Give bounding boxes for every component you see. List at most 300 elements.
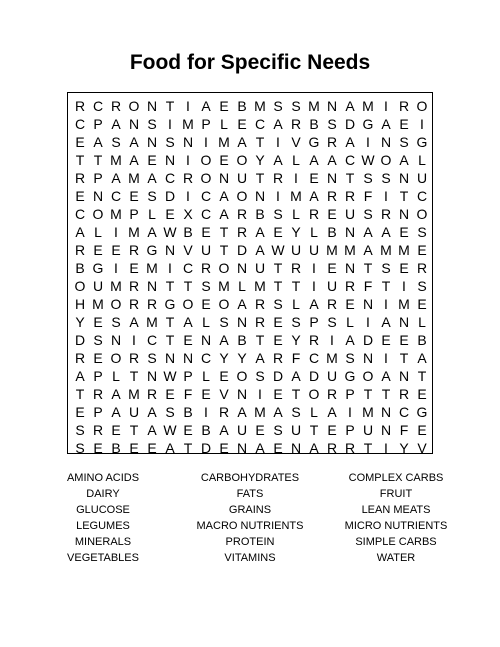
grid-letter[interactable]: C — [308, 350, 320, 366]
grid-letter[interactable]: M — [362, 98, 374, 114]
grid-letter[interactable]: R — [128, 296, 140, 312]
grid-letter[interactable]: T — [363, 440, 373, 456]
grid-letter[interactable]: A — [399, 152, 409, 168]
grid-letter[interactable]: M — [398, 296, 410, 312]
grid-letter[interactable]: O — [218, 260, 230, 276]
grid-letter[interactable]: T — [183, 278, 193, 294]
grid-letter[interactable]: T — [165, 278, 175, 294]
grid-letter[interactable]: Y — [255, 152, 265, 168]
grid-letter[interactable]: T — [345, 170, 355, 186]
grid-letter[interactable]: P — [93, 404, 103, 420]
grid-letter[interactable]: R — [182, 170, 194, 186]
grid-letter[interactable]: A — [255, 224, 265, 240]
grid-letter[interactable]: A — [237, 296, 247, 312]
grid-letter[interactable]: L — [418, 314, 426, 330]
grid-letter[interactable]: I — [168, 260, 172, 276]
grid-letter[interactable]: L — [202, 314, 210, 330]
grid-letter[interactable]: N — [128, 116, 140, 132]
grid-letter[interactable]: L — [310, 224, 318, 240]
grid-letter[interactable]: T — [399, 350, 409, 366]
grid-letter[interactable]: R — [380, 206, 392, 222]
grid-letter[interactable]: O — [236, 152, 248, 168]
grid-letter[interactable]: R — [254, 296, 266, 312]
grid-letter[interactable]: R — [128, 350, 140, 366]
grid-letter[interactable]: E — [327, 260, 337, 276]
grid-letter[interactable]: T — [255, 134, 265, 150]
grid-letter[interactable]: A — [75, 224, 85, 240]
grid-letter[interactable]: N — [344, 260, 356, 276]
grid-letter[interactable]: E — [201, 296, 211, 312]
grid-letter[interactable]: C — [164, 170, 176, 186]
grid-letter[interactable]: B — [237, 332, 247, 348]
grid-letter[interactable]: P — [93, 116, 103, 132]
grid-letter[interactable]: S — [273, 422, 283, 438]
grid-letter[interactable]: R — [326, 386, 338, 402]
grid-letter[interactable]: E — [309, 170, 319, 186]
grid-letter[interactable]: W — [163, 422, 177, 438]
grid-letter[interactable]: A — [111, 170, 121, 186]
grid-letter[interactable]: N — [236, 386, 248, 402]
grid-letter[interactable]: G — [146, 242, 158, 258]
grid-letter[interactable]: A — [255, 440, 265, 456]
grid-letter[interactable]: I — [330, 332, 334, 348]
grid-letter[interactable]: O — [362, 368, 374, 384]
grid-letter[interactable]: R — [344, 188, 356, 204]
grid-letter[interactable]: A — [255, 242, 265, 258]
grid-letter[interactable]: T — [183, 440, 193, 456]
grid-letter[interactable]: A — [219, 188, 229, 204]
grid-letter[interactable]: T — [291, 278, 301, 294]
grid-letter[interactable]: I — [384, 350, 388, 366]
grid-letter[interactable]: O — [92, 206, 104, 222]
grid-letter[interactable]: I — [384, 98, 388, 114]
grid-letter[interactable]: A — [309, 440, 319, 456]
grid-letter[interactable]: I — [132, 332, 136, 348]
grid-letter[interactable]: B — [183, 224, 193, 240]
grid-letter[interactable]: E — [399, 224, 409, 240]
grid-letter[interactable]: N — [236, 314, 248, 330]
grid-letter[interactable]: F — [363, 188, 373, 204]
grid-letter[interactable]: T — [417, 368, 427, 384]
grid-letter[interactable]: E — [327, 422, 337, 438]
grid-letter[interactable]: E — [129, 260, 139, 276]
grid-letter[interactable]: A — [147, 170, 157, 186]
grid-letter[interactable]: E — [381, 332, 391, 348]
grid-letter[interactable]: T — [219, 224, 229, 240]
grid-letter[interactable]: B — [201, 422, 211, 438]
grid-letter[interactable]: T — [255, 170, 265, 186]
grid-letter[interactable]: C — [200, 188, 212, 204]
grid-letter[interactable]: N — [398, 206, 410, 222]
grid-letter[interactable]: G — [164, 296, 176, 312]
grid-letter[interactable]: I — [348, 404, 352, 420]
grid-letter[interactable]: A — [237, 404, 247, 420]
grid-letter[interactable]: R — [74, 170, 86, 186]
grid-letter[interactable]: W — [163, 224, 177, 240]
grid-letter[interactable]: N — [236, 260, 248, 276]
grid-letter[interactable]: S — [75, 440, 85, 456]
grid-letter[interactable]: T — [363, 386, 373, 402]
grid-letter[interactable]: S — [147, 116, 157, 132]
grid-letter[interactable]: R — [236, 206, 248, 222]
grid-letter[interactable]: D — [308, 368, 320, 384]
grid-letter[interactable]: S — [165, 134, 175, 150]
grid-letter[interactable]: L — [292, 206, 300, 222]
grid-letter[interactable]: A — [129, 134, 139, 150]
grid-letter[interactable]: S — [75, 422, 85, 438]
grid-letter[interactable]: A — [219, 332, 229, 348]
grid-letter[interactable]: R — [218, 404, 230, 420]
grid-letter[interactable]: R — [92, 386, 104, 402]
grid-letter[interactable]: E — [273, 332, 283, 348]
grid-letter[interactable]: E — [93, 314, 103, 330]
grid-letter[interactable]: M — [326, 350, 338, 366]
grid-letter[interactable]: A — [309, 152, 319, 168]
grid-letter[interactable]: E — [93, 440, 103, 456]
grid-letter[interactable]: S — [291, 98, 301, 114]
grid-letter[interactable]: M — [182, 116, 194, 132]
grid-letter[interactable]: A — [381, 224, 391, 240]
grid-letter[interactable]: E — [111, 422, 121, 438]
grid-letter[interactable]: R — [236, 224, 248, 240]
grid-letter[interactable]: N — [146, 134, 158, 150]
grid-letter[interactable]: S — [363, 170, 373, 186]
grid-letter[interactable]: N — [146, 368, 158, 384]
grid-letter[interactable]: A — [147, 224, 157, 240]
grid-letter[interactable]: S — [417, 278, 427, 294]
grid-letter[interactable]: N — [362, 296, 374, 312]
grid-letter[interactable]: S — [219, 314, 229, 330]
grid-letter[interactable]: T — [255, 332, 265, 348]
grid-letter[interactable]: U — [290, 242, 302, 258]
grid-letter[interactable]: D — [344, 116, 356, 132]
grid-letter[interactable]: O — [416, 98, 428, 114]
grid-letter[interactable]: S — [147, 350, 157, 366]
grid-letter[interactable]: O — [128, 98, 140, 114]
grid-letter[interactable]: M — [290, 188, 302, 204]
grid-letter[interactable]: N — [254, 188, 266, 204]
grid-letter[interactable]: I — [186, 98, 190, 114]
grid-letter[interactable]: A — [93, 134, 103, 150]
grid-letter[interactable]: E — [345, 296, 355, 312]
grid-letter[interactable]: F — [291, 350, 301, 366]
grid-letter[interactable]: A — [273, 152, 283, 168]
grid-letter[interactable]: G — [416, 134, 428, 150]
grid-letter[interactable]: S — [165, 404, 175, 420]
grid-letter[interactable]: S — [417, 224, 427, 240]
grid-letter[interactable]: R — [146, 296, 158, 312]
grid-letter[interactable]: T — [291, 386, 301, 402]
grid-letter[interactable]: N — [92, 188, 104, 204]
grid-letter[interactable]: M — [110, 152, 122, 168]
grid-letter[interactable]: L — [220, 116, 228, 132]
grid-letter[interactable]: M — [128, 224, 140, 240]
grid-letter[interactable]: S — [255, 368, 265, 384]
grid-letter[interactable]: H — [74, 296, 86, 312]
grid-letter[interactable]: R — [308, 206, 320, 222]
grid-letter[interactable]: U — [92, 278, 104, 294]
grid-letter[interactable]: I — [312, 278, 316, 294]
grid-letter[interactable]: E — [417, 422, 427, 438]
grid-letter[interactable]: U — [326, 278, 338, 294]
grid-letter[interactable]: L — [418, 152, 426, 168]
grid-letter[interactable]: O — [218, 296, 230, 312]
grid-letter[interactable]: O — [236, 188, 248, 204]
grid-letter[interactable]: U — [236, 422, 248, 438]
grid-letter[interactable]: I — [276, 134, 280, 150]
grid-letter[interactable]: R — [290, 260, 302, 276]
grid-letter[interactable]: N — [218, 170, 230, 186]
grid-letter[interactable]: Y — [291, 224, 301, 240]
grid-letter[interactable]: N — [380, 134, 392, 150]
grid-letter[interactable]: I — [204, 404, 208, 420]
grid-letter[interactable]: A — [327, 404, 337, 420]
grid-letter[interactable]: E — [273, 440, 283, 456]
grid-letter[interactable]: U — [326, 368, 338, 384]
grid-letter[interactable]: D — [362, 332, 374, 348]
grid-letter[interactable]: C — [200, 206, 212, 222]
grid-letter[interactable]: N — [164, 152, 176, 168]
grid-letter[interactable]: S — [381, 260, 391, 276]
grid-letter[interactable]: A — [165, 440, 175, 456]
grid-letter[interactable]: N — [326, 170, 338, 186]
grid-letter[interactable]: D — [272, 368, 284, 384]
grid-letter[interactable]: Y — [399, 440, 409, 456]
grid-letter[interactable]: U — [128, 404, 140, 420]
grid-letter[interactable]: R — [200, 260, 212, 276]
grid-letter[interactable]: O — [110, 350, 122, 366]
grid-letter[interactable]: U — [290, 422, 302, 438]
grid-letter[interactable]: E — [237, 116, 247, 132]
grid-letter[interactable]: X — [183, 206, 193, 222]
grid-letter[interactable]: C — [110, 188, 122, 204]
grid-letter[interactable]: W — [163, 368, 177, 384]
grid-letter[interactable]: I — [366, 314, 370, 330]
grid-letter[interactable]: I — [384, 440, 388, 456]
grid-letter[interactable]: M — [128, 170, 140, 186]
grid-letter[interactable]: E — [147, 440, 157, 456]
grid-letter[interactable]: R — [416, 260, 428, 276]
grid-letter[interactable]: Y — [291, 332, 301, 348]
grid-letter[interactable]: G — [92, 260, 104, 276]
grid-letter[interactable]: N — [362, 350, 374, 366]
grid-letter[interactable]: T — [399, 188, 409, 204]
grid-letter[interactable]: R — [326, 134, 338, 150]
grid-letter[interactable]: R — [92, 422, 104, 438]
grid-letter[interactable]: D — [74, 332, 86, 348]
grid-letter[interactable]: B — [417, 332, 427, 348]
grid-letter[interactable]: A — [129, 152, 139, 168]
grid-letter[interactable]: A — [381, 314, 391, 330]
grid-letter[interactable]: B — [111, 440, 121, 456]
grid-letter[interactable]: D — [164, 188, 176, 204]
grid-letter[interactable]: S — [381, 170, 391, 186]
grid-letter[interactable]: M — [92, 296, 104, 312]
grid-letter[interactable]: E — [165, 206, 175, 222]
grid-letter[interactable]: E — [129, 188, 139, 204]
grid-letter[interactable]: E — [219, 368, 229, 384]
grid-letter[interactable]: U — [362, 422, 374, 438]
grid-letter[interactable]: T — [381, 278, 391, 294]
grid-letter[interactable]: M — [362, 404, 374, 420]
grid-letter[interactable]: E — [165, 386, 175, 402]
grid-letter[interactable]: R — [272, 350, 284, 366]
grid-letter[interactable]: A — [129, 314, 139, 330]
grid-letter[interactable]: O — [182, 296, 194, 312]
grid-letter[interactable]: R — [398, 98, 410, 114]
grid-letter[interactable]: C — [254, 116, 266, 132]
grid-letter[interactable]: R — [326, 296, 338, 312]
grid-letter[interactable]: G — [362, 116, 374, 132]
grid-letter[interactable]: N — [290, 440, 302, 456]
grid-letter[interactable]: E — [75, 134, 85, 150]
grid-letter[interactable]: M — [218, 134, 230, 150]
grid-letter[interactable]: I — [258, 386, 262, 402]
grid-letter[interactable]: V — [417, 440, 427, 456]
grid-letter[interactable]: T — [273, 278, 283, 294]
grid-letter[interactable]: I — [168, 116, 172, 132]
grid-letter[interactable]: R — [146, 386, 158, 402]
grid-letter[interactable]: L — [202, 368, 210, 384]
grid-letter[interactable]: S — [111, 314, 121, 330]
grid-letter[interactable]: C — [74, 116, 86, 132]
grid-letter[interactable]: C — [182, 260, 194, 276]
grid-letter[interactable]: L — [292, 296, 300, 312]
grid-letter[interactable]: R — [326, 440, 338, 456]
grid-letter[interactable]: N — [236, 440, 248, 456]
grid-letter[interactable]: R — [128, 242, 140, 258]
grid-letter[interactable]: T — [219, 242, 229, 258]
grid-letter[interactable]: T — [75, 386, 85, 402]
grid-letter[interactable]: U — [416, 170, 428, 186]
grid-letter[interactable]: I — [204, 134, 208, 150]
grid-letter[interactable]: M — [254, 278, 266, 294]
grid-letter[interactable]: E — [273, 386, 283, 402]
grid-letter[interactable]: F — [183, 386, 193, 402]
grid-letter[interactable]: S — [345, 350, 355, 366]
grid-letter[interactable]: I — [186, 152, 190, 168]
grid-letter[interactable]: G — [416, 404, 428, 420]
grid-letter[interactable]: M — [380, 242, 392, 258]
grid-letter[interactable]: P — [345, 422, 355, 438]
grid-letter[interactable]: T — [165, 332, 175, 348]
grid-letter[interactable]: T — [93, 152, 103, 168]
grid-letter[interactable]: I — [366, 134, 370, 150]
grid-letter[interactable]: U — [236, 170, 248, 186]
grid-letter[interactable]: O — [200, 170, 212, 186]
grid-letter[interactable]: Y — [237, 350, 247, 366]
grid-letter[interactable]: Y — [75, 314, 85, 330]
grid-letter[interactable]: M — [308, 98, 320, 114]
grid-letter[interactable]: M — [146, 260, 158, 276]
grid-letter[interactable]: N — [326, 98, 338, 114]
grid-letter[interactable]: A — [345, 332, 355, 348]
grid-letter[interactable]: I — [294, 170, 298, 186]
grid-letter[interactable]: A — [363, 242, 373, 258]
grid-letter[interactable]: E — [219, 440, 229, 456]
grid-letter[interactable]: A — [345, 134, 355, 150]
grid-letter[interactable]: C — [146, 332, 158, 348]
grid-letter[interactable]: E — [93, 350, 103, 366]
grid-letter[interactable]: I — [186, 188, 190, 204]
grid-letter[interactable]: O — [380, 152, 392, 168]
grid-letter[interactable]: M — [398, 242, 410, 258]
grid-letter[interactable]: A — [381, 368, 391, 384]
grid-letter[interactable]: L — [310, 404, 318, 420]
grid-letter[interactable]: E — [93, 242, 103, 258]
grid-letter[interactable]: M — [218, 278, 230, 294]
grid-letter[interactable]: P — [309, 314, 319, 330]
grid-letter[interactable]: L — [94, 224, 102, 240]
grid-letter[interactable]: W — [271, 242, 285, 258]
grid-letter[interactable]: C — [74, 206, 86, 222]
grid-letter[interactable]: S — [399, 134, 409, 150]
grid-letter[interactable]: E — [201, 386, 211, 402]
grid-letter[interactable]: N — [110, 332, 122, 348]
grid-letter[interactable]: B — [183, 404, 193, 420]
grid-letter[interactable]: C — [92, 98, 104, 114]
grid-letter[interactable]: A — [381, 116, 391, 132]
grid-letter[interactable]: B — [309, 116, 319, 132]
grid-letter[interactable]: N — [380, 422, 392, 438]
grid-letter[interactable]: N — [380, 404, 392, 420]
grid-letter[interactable]: E — [75, 404, 85, 420]
grid-letter[interactable]: T — [273, 260, 283, 276]
grid-letter[interactable]: E — [183, 332, 193, 348]
grid-letter[interactable]: A — [417, 350, 427, 366]
grid-letter[interactable]: I — [114, 224, 118, 240]
grid-letter[interactable]: L — [148, 206, 156, 222]
grid-letter[interactable]: N — [146, 98, 158, 114]
grid-letter[interactable]: L — [346, 314, 354, 330]
grid-letter[interactable]: C — [398, 404, 410, 420]
grid-letter[interactable]: A — [111, 404, 121, 420]
grid-letter[interactable]: A — [183, 314, 193, 330]
grid-letter[interactable]: A — [327, 152, 337, 168]
grid-letter[interactable]: B — [75, 260, 85, 276]
grid-letter[interactable]: S — [93, 332, 103, 348]
grid-letter[interactable]: A — [255, 350, 265, 366]
grid-letter[interactable]: C — [344, 152, 356, 168]
grid-letter[interactable]: V — [291, 134, 301, 150]
grid-letter[interactable]: C — [416, 188, 428, 204]
grid-letter[interactable]: F — [363, 278, 373, 294]
grid-letter[interactable]: E — [327, 206, 337, 222]
grid-letter[interactable]: E — [129, 440, 139, 456]
grid-letter[interactable]: R — [308, 332, 320, 348]
grid-letter[interactable]: N — [200, 332, 212, 348]
grid-letter[interactable]: N — [398, 170, 410, 186]
grid-letter[interactable]: I — [114, 260, 118, 276]
grid-letter[interactable]: E — [417, 242, 427, 258]
grid-letter[interactable]: A — [309, 296, 319, 312]
grid-letter[interactable]: R — [272, 170, 284, 186]
grid-letter[interactable]: M — [326, 242, 338, 258]
grid-letter[interactable]: A — [219, 422, 229, 438]
grid-letter[interactable]: E — [255, 422, 265, 438]
grid-letter[interactable]: G — [308, 134, 320, 150]
grid-letter[interactable]: R — [74, 98, 86, 114]
grid-letter[interactable]: E — [399, 260, 409, 276]
grid-letter[interactable]: E — [147, 152, 157, 168]
grid-letter[interactable]: M — [344, 242, 356, 258]
grid-letter[interactable]: E — [219, 152, 229, 168]
grid-letter[interactable]: U — [308, 242, 320, 258]
grid-letter[interactable]: S — [273, 296, 283, 312]
grid-letter[interactable]: A — [111, 386, 121, 402]
grid-letter[interactable]: T — [129, 422, 139, 438]
grid-letter[interactable]: R — [128, 278, 140, 294]
